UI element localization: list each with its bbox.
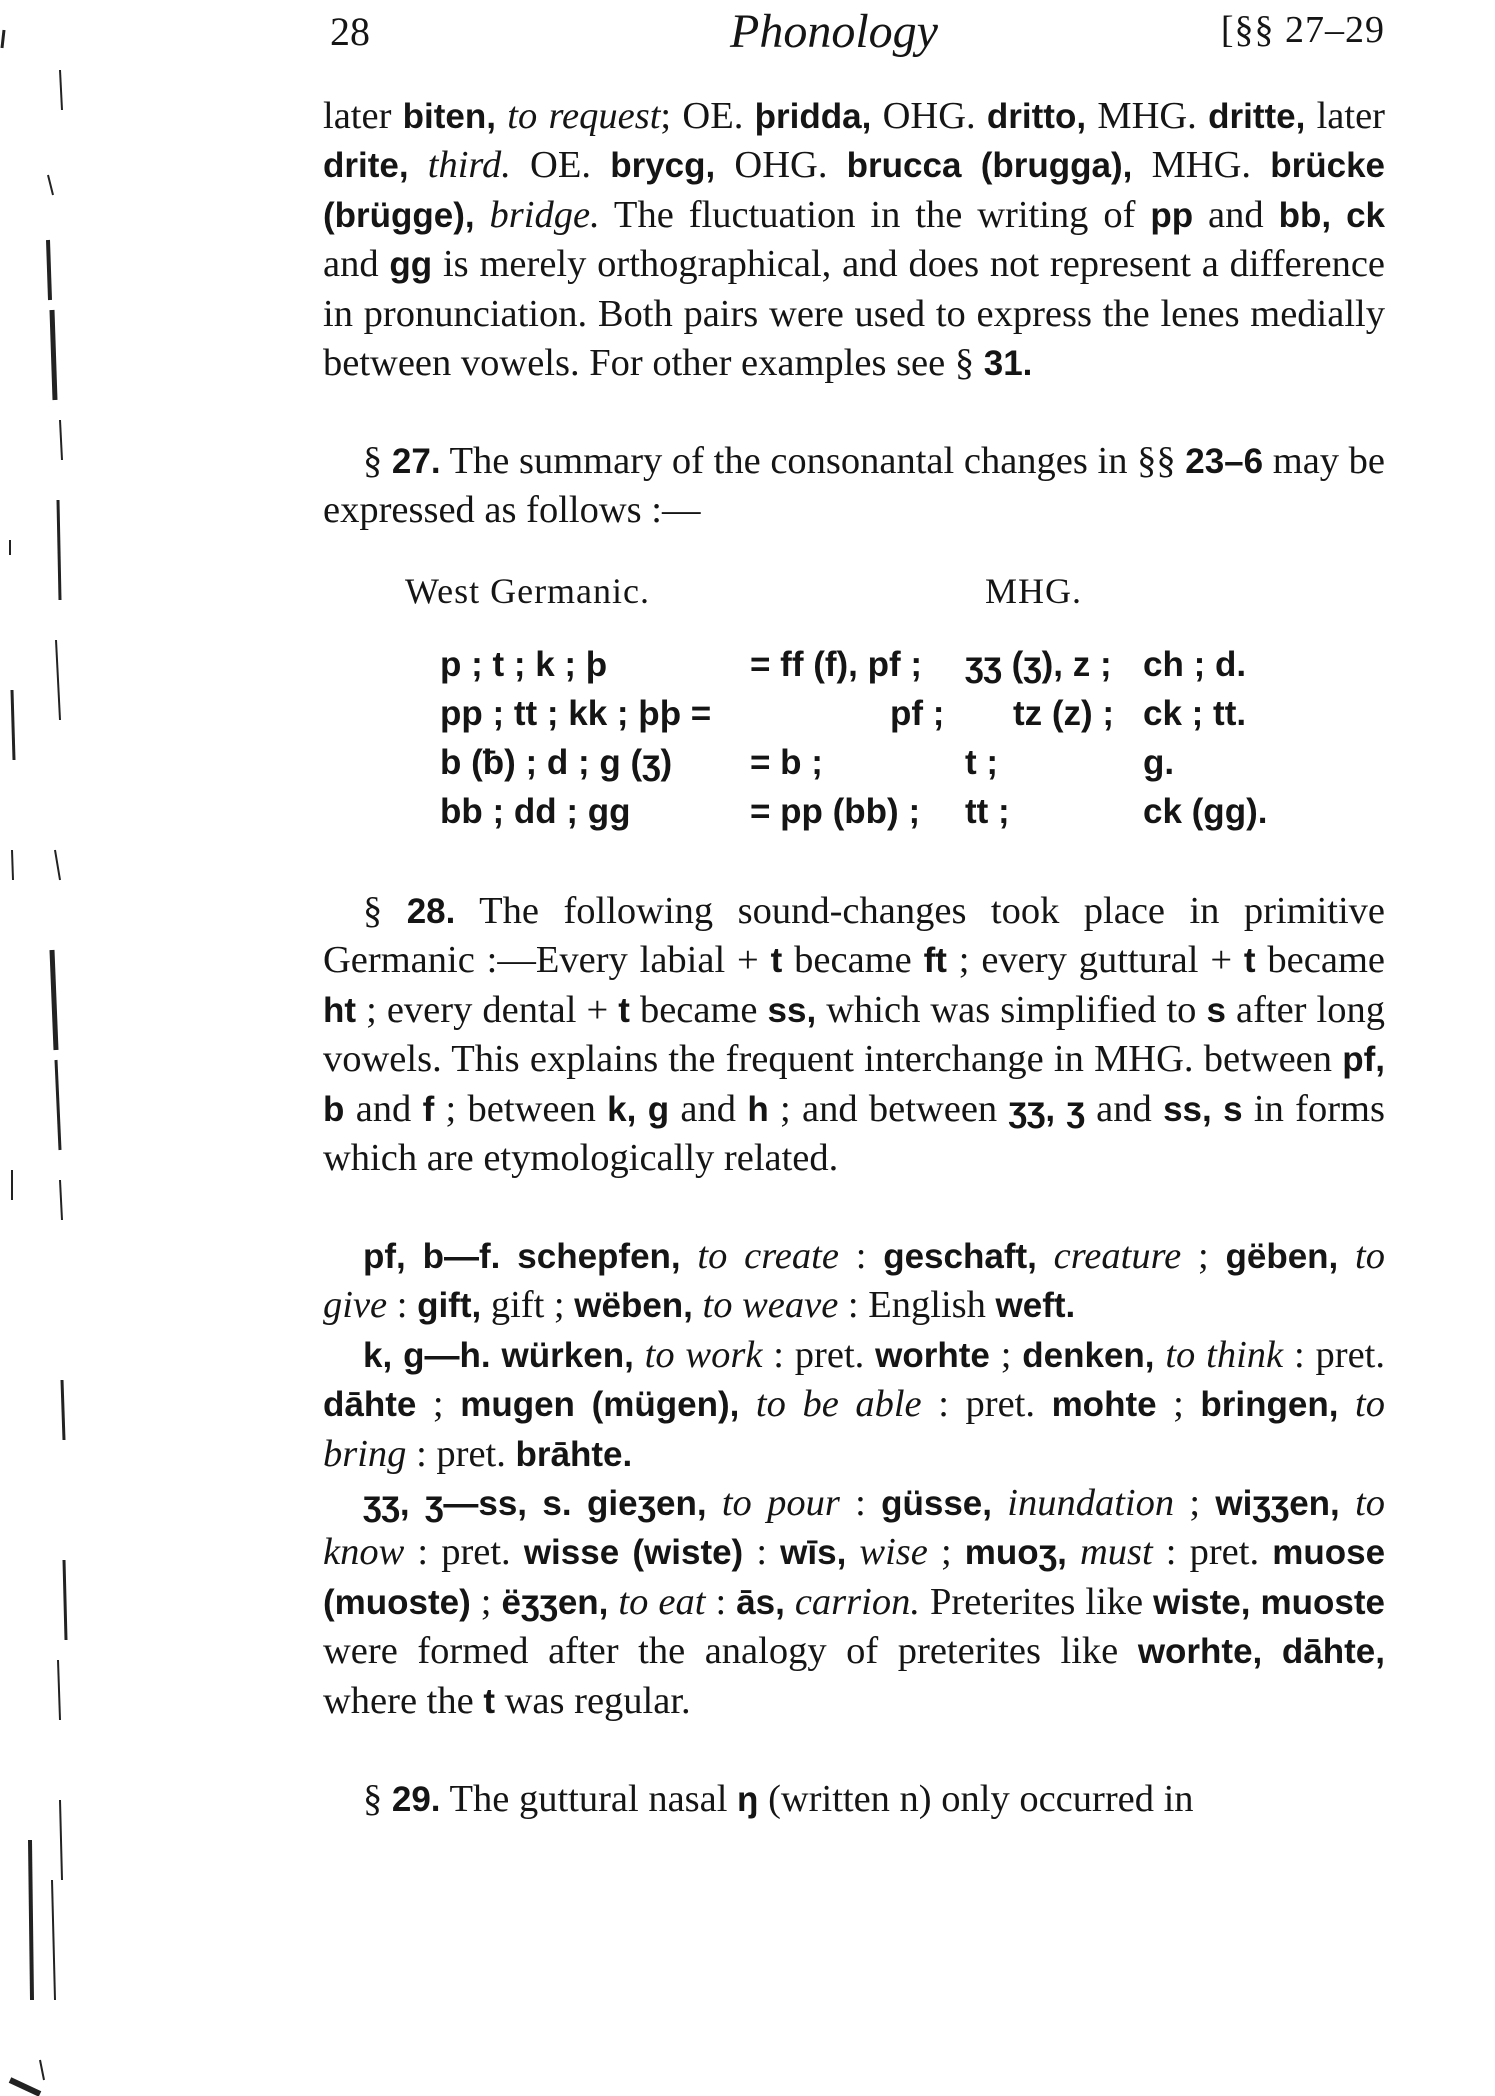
table-cell: pf ; xyxy=(890,694,945,733)
consonant-table xyxy=(440,640,1340,836)
table-cell: pp ; tt ; kk ; þþ = xyxy=(440,694,712,733)
table-cell: b (ƀ) ; d ; g (ʒ) xyxy=(440,743,673,782)
table-cell: g. xyxy=(1143,743,1175,782)
table-row xyxy=(440,640,1340,689)
paragraph-zz-z-ss-s: ʒʒ, ʒ—ss, s. gieʒen, to pour : güsse, inundation ; wiʒʒen, to know : pret. wisse (wiste) : wīs, wise ; muoʒ, must : pret. muose (muoste) ; ëʒʒen, to eat : ās, carrion. Preterites like wiste, muoste were formed after the analogy of preterites like worhte, dāhte, where the t was regular. xyxy=(323,1482,1386,1722)
table-cell: = b ; xyxy=(750,743,823,782)
section-range: [§§ 27–29 xyxy=(1220,9,1385,51)
page-number: 28 xyxy=(330,9,370,54)
table-cell: bb ; dd ; gg xyxy=(440,792,631,831)
table-row xyxy=(440,689,1340,738)
paragraph-pf-b-f: pf, b—f. schepfen, to create : geschaft, creature ; gëben, to give : gift, gift ; wëben, to weave : English weft. xyxy=(323,1235,1386,1327)
paragraph-section-27: § 27. The summary of the consonantal changes in §§ 23–6 may be expressed as follows :— xyxy=(323,440,1386,532)
table-cell: = ff (f), pf ; xyxy=(750,645,923,684)
scan-gutter-marks xyxy=(0,0,80,2096)
table-cell: p ; t ; k ; þ xyxy=(440,645,608,684)
table-cell: ʒʒ (ʒ), z ; xyxy=(965,645,1112,684)
table-cell: ch ; d. xyxy=(1143,645,1247,684)
paragraph-section-29: § 29. The guttural nasal ŋ (written n) only occurred in xyxy=(363,1778,1194,1820)
table-heading-mhg: MHG. xyxy=(985,571,1083,611)
table-heading-west-germanic: West Germanic. xyxy=(405,571,651,611)
table-cell: t ; xyxy=(965,743,999,782)
table-cell: ck ; tt. xyxy=(1143,694,1247,733)
page-header xyxy=(320,5,1385,78)
running-title: Phonology xyxy=(730,5,938,58)
table-cell: tt ; xyxy=(965,792,1010,831)
table-cell: ck (gg). xyxy=(1143,792,1268,831)
table-cell: tz (z) ; xyxy=(1013,694,1115,733)
table-row xyxy=(440,738,1340,787)
table-row xyxy=(440,787,1340,836)
table-cell: = pp (bb) ; xyxy=(750,792,921,831)
paragraph-continuation: later biten, to request; OE. þridda, OHG. dritto, MHG. dritte, later drite, third. OE. brycg, OHG. brucca (brugga), MHG. brücke (brügge), bridge. The fluctuation in the writing of pp and bb, ck and gg is merely orthographical, and does not represent a difference in pronunciation. Both pairs were used to express the lenes medially between vowels. For other examples see § 31. xyxy=(323,95,1386,385)
paragraph-k-g-h: k, g—h. würken, to work : pret. worhte ; denken, to think : pret. dāhte ; mugen (mügen), to be able : pret. mohte ; bringen, to bring : pret. brāhte. xyxy=(323,1334,1385,1475)
paragraph-section-28: § 28. The following sound-changes took place in primitive Germanic :—Every labial + t became ft ; every guttural + t became ht ; every dental + t became ss, which was simplified to s after long vowels. This explains the frequent interchange in MHG. between pf, b and f ; between k, g and h ; and between ʒʒ, ʒ and ss, s in forms which are etymologically related. xyxy=(323,890,1386,1180)
